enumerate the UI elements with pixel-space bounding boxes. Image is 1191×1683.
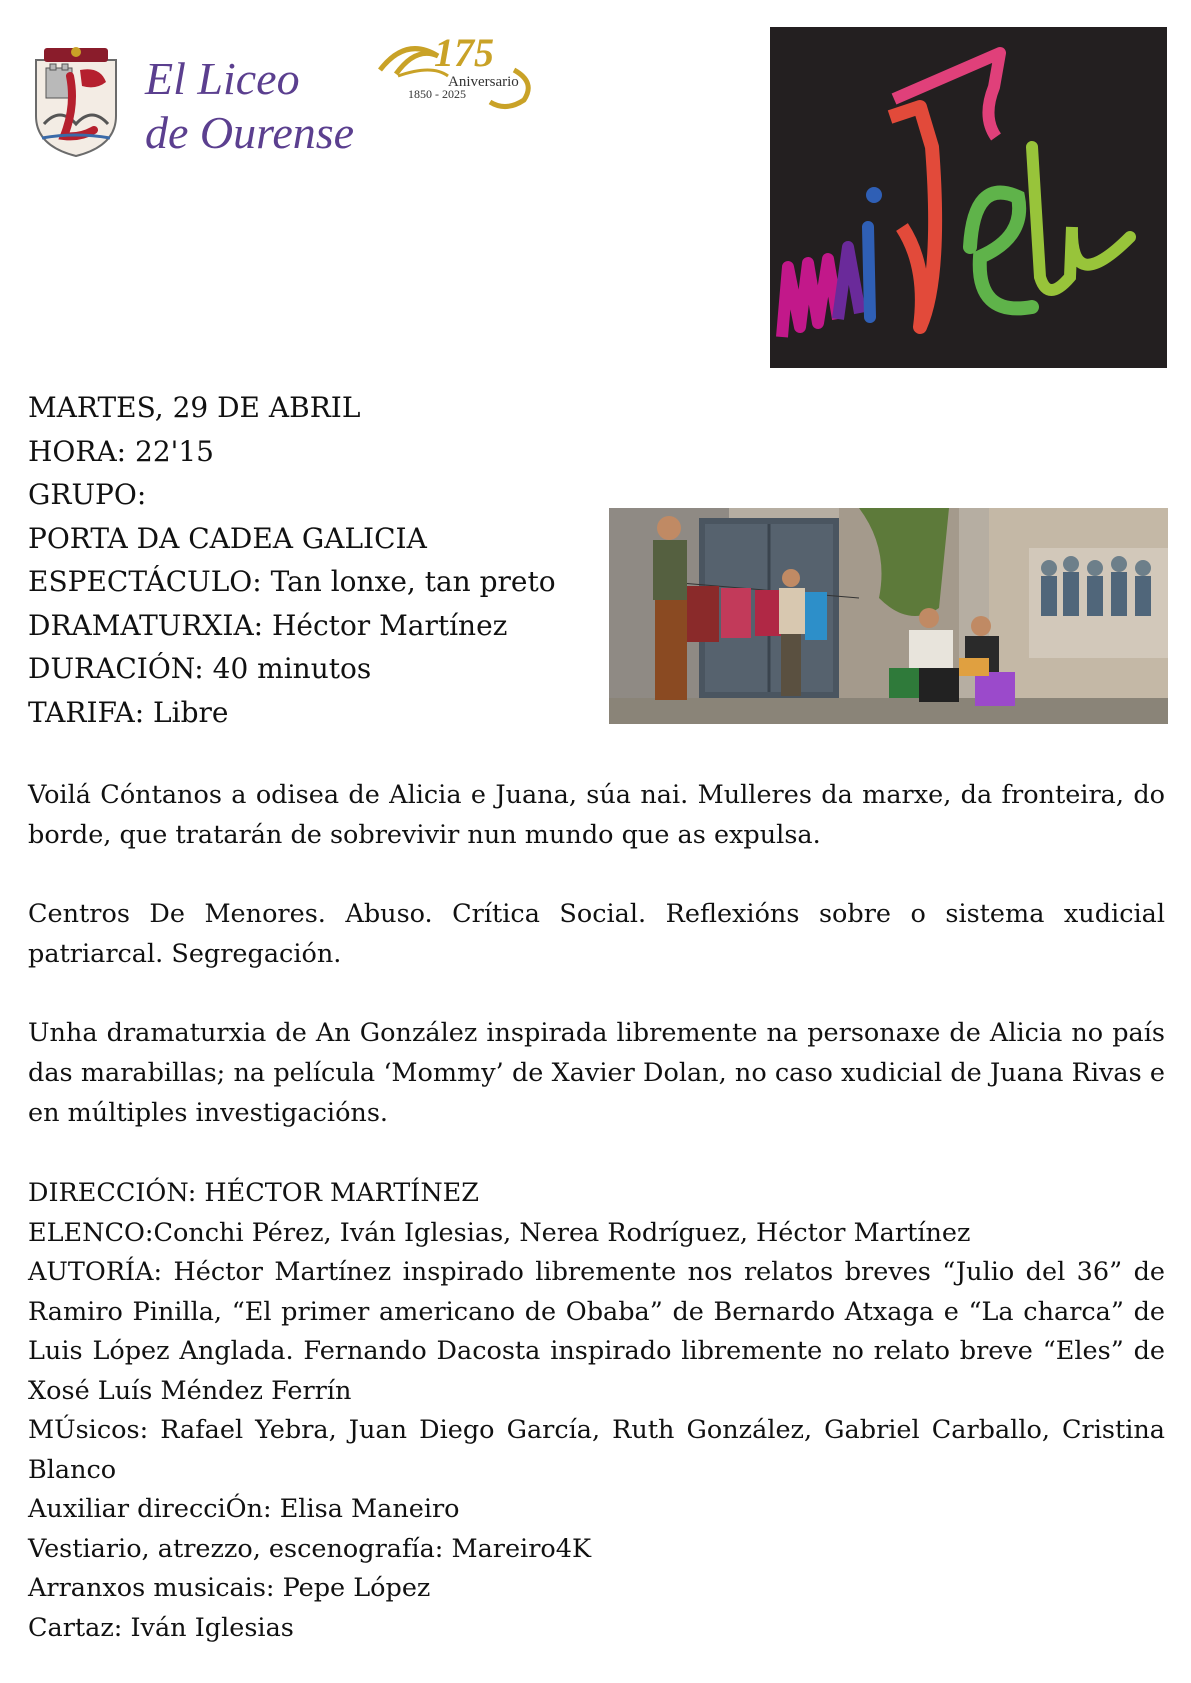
mitem-festival-logo [770,27,1167,368]
event-group-name: PORTA DA CADEA GALICIA [28,521,427,555]
credit-direction: DIRECCIÓN: HÉCTOR MARTÍNEZ [28,1178,480,1208]
anniversary-number: 175 [434,30,494,75]
credit-costumes: Vestiario, atrezzo, escenografía: Mareiro4K [28,1533,592,1564]
event-date: MARTES, 29 DE ABRIL [28,391,361,424]
credit-music-arrangements: Arranxos musicais: Pepe López [28,1573,431,1603]
credit-cast: ELENCO:Conchi Pérez, Iván Iglesias, Nerea Rodríguez, Héctor Martínez [28,1217,971,1248]
credit-musicians: MÚsicos: Rafael Yebra, Juan Diego García, Ruth González, Gabriel Carballo, Cristina Blanco [28,1415,1165,1485]
event-group-label: GRUPO: [28,478,147,511]
credit-assistant-direction: Auxiliar direcciÓn: Elisa Maneiro [28,1494,460,1524]
brand-line-1: El Liceo [145,53,300,104]
liceo-crest-icon [30,46,122,158]
description-paragraph-1: Voilá Cóntanos a odisea de Alicia e Juana, súa nai. Mulleres da marxe, da fronteira, do borde, que tratarán de sobrevivir nun mundo que as expulsa. [28,780,1165,850]
credit-authorship: AUTORÍA: Héctor Martínez inspirado libremente nos relatos breves “Julio del 36” de Ramiro Pinilla, “El primer americano de Obaba” de Bernardo Atxaga e “La charca” de Luis López Anglada. Fernando Dacosta inspirado libremente no relato breve “Eles” de Xosé Luís Méndez Ferrín [28,1257,1165,1406]
anniversary-logo [376,30,544,112]
event-price: TARIFA: Libre [28,695,229,729]
credit-poster: Cartaz: Iván Iglesias [28,1612,294,1643]
brand-line-2: de Ourense [145,107,355,158]
event-dramaturgy: DRAMATURXIA: Héctor Martínez [28,608,508,642]
description-paragraph-2: Centros De Menores. Abuso. Crítica Social. Reflexións sobre o sistema xudicial patriarcal. Segregación. [28,899,1165,969]
production-photo [609,508,1168,724]
anniversary-label: Aniversario [448,74,519,90]
event-duration: DURACIÓN: 40 minutos [28,652,372,685]
anniversary-years: 1850 - 2025 [408,87,466,101]
event-show: ESPECTÁCULO: Tan lonxe, tan preto [28,565,556,598]
event-time: HORA: 22'15 [28,434,214,468]
credits-list [28,1174,1165,1648]
description-paragraph-3: Unha dramaturxia de An González inspirada libremente na personaxe de Alicia no país das marabillas; na película ‘Mommy’ de Xavier Dolan, no caso xudicial de Juana Rivas e en múltiples investigacións. [28,1018,1165,1128]
